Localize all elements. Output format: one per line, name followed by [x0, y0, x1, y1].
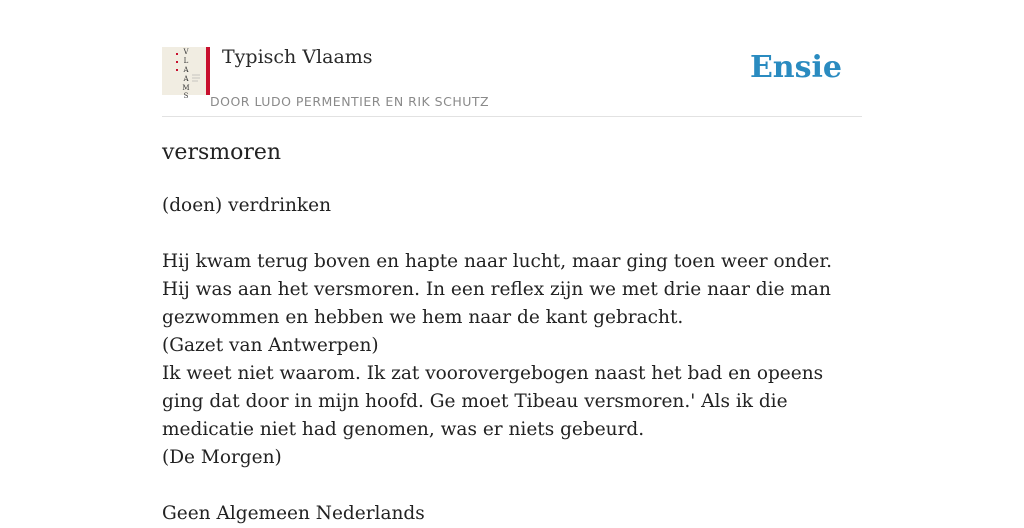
- entry-definition: (doen) verdrinken: [162, 195, 331, 216]
- svg-text:V: V: [183, 48, 189, 56]
- source-title[interactable]: Typisch Vlaams: [222, 46, 373, 68]
- example-quote-1: Hij kwam terug boven en hapte naar lucht, maar ging toen weer onder. Hij was aan het versmoren. In een reflex zijn we met drie naar die man gezwommen en hebben we hem naar de kant gebracht.: [162, 251, 833, 328]
- example-quote-2: Ik weet niet waarom. Ik zat voorovergebogen naast het bad en opeens ging dat door in mijn hoofd. Ge moet Tibeau versmoren.' Als ik die medicatie niet had genomen, was er niets gebeurd.: [162, 363, 824, 440]
- source-byline: DOOR LUDO PERMENTIER EN RIK SCHUTZ: [210, 94, 490, 109]
- svg-text:A: A: [183, 75, 189, 83]
- svg-text:A: A: [183, 66, 189, 74]
- paragraph-spacer: [162, 472, 862, 500]
- source-avatar[interactable]: [162, 47, 210, 100]
- paragraph-spacer: [162, 220, 862, 248]
- source-header: [162, 0, 862, 117]
- svg-text:M: M: [182, 84, 190, 92]
- entry-body: [162, 192, 862, 528]
- svg-text:L: L: [183, 57, 189, 65]
- example-source-1: (Gazet van Antwerpen): [162, 335, 379, 356]
- book-cover-icon: [162, 47, 210, 100]
- usage-note: Geen Algemeen Nederlands: [162, 503, 425, 524]
- entry-title: versmoren: [162, 140, 282, 165]
- ensie-logo-link[interactable]: Ensie: [749, 50, 842, 85]
- page-content: [162, 0, 862, 524]
- svg-text:S: S: [183, 92, 189, 100]
- example-source-2: (De Morgen): [162, 447, 282, 468]
